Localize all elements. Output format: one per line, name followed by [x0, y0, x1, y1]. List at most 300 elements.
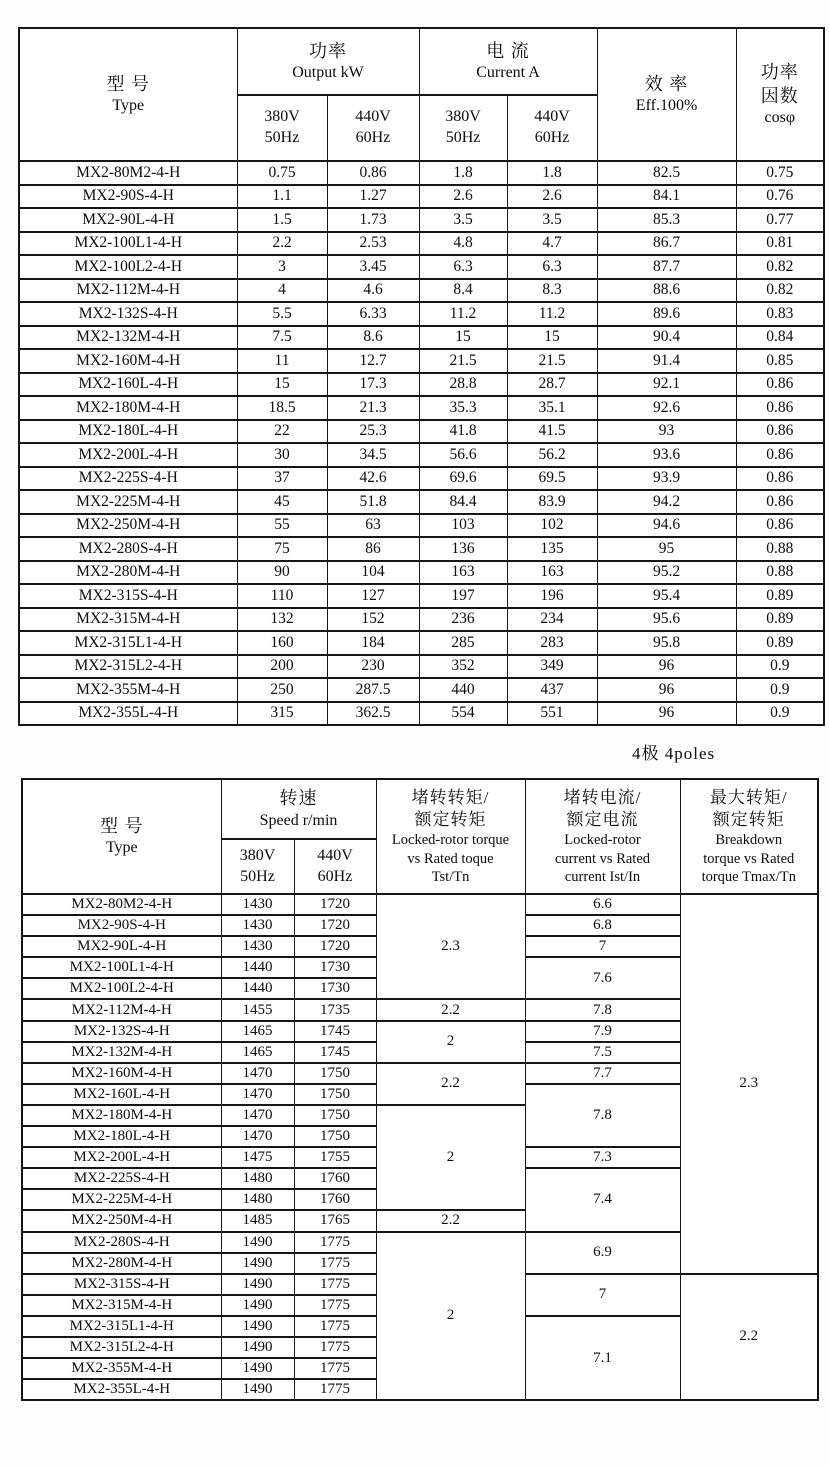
model-cell: MX2-180L-4-H — [19, 420, 237, 444]
power-label-zh: 功率 — [309, 40, 347, 61]
table-row — [19, 702, 824, 726]
value-cell: 1.1 — [237, 185, 327, 209]
value-cell: 230 — [327, 655, 419, 679]
speed-cell: 1480 — [221, 1168, 294, 1189]
value-cell: 84.1 — [597, 185, 736, 209]
value-cell: 2.53 — [327, 232, 419, 256]
speed-cell: 1775 — [294, 1274, 376, 1295]
value-cell: 8.4 — [419, 279, 507, 303]
ist-label-en2: current vs Rated — [555, 850, 651, 867]
model-cell: MX2-315S-4-H — [22, 1274, 221, 1295]
value-cell: 551 — [507, 702, 597, 726]
voltage-value: 440V — [317, 846, 353, 864]
value-cell: 135 — [507, 537, 597, 561]
table-row — [19, 349, 824, 373]
tmax-label-zh2: 额定转矩 — [712, 810, 785, 830]
value-cell: 92.6 — [597, 396, 736, 420]
tst-tn-cell: 2.3 — [376, 894, 525, 999]
value-cell: 102 — [507, 514, 597, 538]
value-cell: 94.6 — [597, 514, 736, 538]
value-cell: 15 — [419, 326, 507, 350]
model-cell: MX2-200L-4-H — [19, 443, 237, 467]
value-cell: 315 — [237, 702, 327, 726]
speed-cell: 1430 — [221, 936, 294, 957]
value-cell: 0.86 — [736, 514, 824, 538]
speed-cell: 1720 — [294, 894, 376, 915]
model-cell: MX2-100L2-4-H — [22, 978, 221, 999]
type-label-en: Type — [105, 839, 138, 857]
speed-cell: 1480 — [221, 1189, 294, 1210]
value-cell: 56.2 — [507, 443, 597, 467]
voltage-subheader-440v-power — [327, 95, 419, 161]
value-cell: 0.75 — [237, 161, 327, 185]
voltage-value: 380V — [239, 846, 276, 864]
value-cell: 41.5 — [507, 420, 597, 444]
value-cell: 51.8 — [327, 490, 419, 514]
model-cell: MX2-112M-4-H — [22, 999, 221, 1020]
value-cell: 25.3 — [327, 420, 419, 444]
table-row — [19, 561, 824, 585]
value-cell: 84.4 — [419, 490, 507, 514]
speed-cell: 1490 — [221, 1358, 294, 1379]
type-label-en: Type — [112, 97, 145, 115]
value-cell: 28.7 — [507, 373, 597, 397]
speed-label-en: Speed r/min — [259, 811, 338, 829]
model-cell: MX2-280S-4-H — [19, 537, 237, 561]
ist-in-cell: 7.8 — [525, 1084, 680, 1147]
table-row — [19, 655, 824, 679]
model-cell: MX2-315L1-4-H — [19, 631, 237, 655]
tmax-tn-cell: 2.2 — [680, 1274, 818, 1401]
table-row — [19, 537, 824, 561]
value-cell: 1.8 — [507, 161, 597, 185]
value-cell: 287.5 — [327, 678, 419, 702]
value-cell: 1.8 — [419, 161, 507, 185]
value-cell: 15 — [507, 326, 597, 350]
value-cell: 127 — [327, 584, 419, 608]
value-cell: 152 — [327, 608, 419, 632]
speed-cell: 1730 — [294, 978, 376, 999]
ist-in-header — [525, 779, 680, 894]
value-cell: 85.3 — [597, 208, 736, 232]
table-row — [19, 443, 824, 467]
value-cell: 93.9 — [597, 467, 736, 491]
efficiency-label-en: Eff.100% — [635, 97, 698, 115]
value-cell: 35.1 — [507, 396, 597, 420]
ist-label-en3: current Ist/In — [564, 868, 641, 885]
value-cell: 22 — [237, 420, 327, 444]
power-group-header — [237, 28, 419, 95]
speed-cell: 1475 — [221, 1147, 294, 1168]
value-cell: 200 — [237, 655, 327, 679]
table-row — [19, 255, 824, 279]
value-cell: 0.89 — [736, 584, 824, 608]
ist-in-cell: 6.9 — [525, 1232, 680, 1274]
speed-cell: 1760 — [294, 1168, 376, 1189]
speed-cell: 1775 — [294, 1316, 376, 1337]
value-cell: 75 — [237, 537, 327, 561]
ist-in-cell: 7.8 — [525, 999, 680, 1020]
value-cell: 136 — [419, 537, 507, 561]
model-cell: MX2-200L-4-H — [22, 1147, 221, 1168]
current-group-header — [419, 28, 597, 95]
model-cell: MX2-160L-4-H — [19, 373, 237, 397]
value-cell: 90.4 — [597, 326, 736, 350]
value-cell: 94.2 — [597, 490, 736, 514]
value-cell: 4.6 — [327, 279, 419, 303]
value-cell: 15 — [237, 373, 327, 397]
frequency-value: 60Hz — [534, 129, 570, 146]
value-cell: 17.3 — [327, 373, 419, 397]
model-cell: MX2-225S-4-H — [22, 1168, 221, 1189]
value-cell: 0.85 — [736, 349, 824, 373]
speed-cell: 1765 — [294, 1210, 376, 1231]
value-cell: 93 — [597, 420, 736, 444]
model-cell: MX2-160L-4-H — [22, 1084, 221, 1105]
ist-in-cell: 7.3 — [525, 1147, 680, 1168]
table-row — [19, 185, 824, 209]
tst-label-en2: vs Rated toque — [407, 850, 494, 867]
value-cell: 0.9 — [736, 655, 824, 679]
speed-cell: 1490 — [221, 1295, 294, 1316]
speed-label-zh: 转速 — [279, 788, 318, 809]
tst-label-zh2: 额定转矩 — [414, 810, 487, 830]
document-page — [0, 27, 830, 1401]
value-cell: 196 — [507, 584, 597, 608]
type-column-header — [22, 779, 221, 894]
output-current-table-body — [19, 161, 824, 725]
ist-label-en1: Locked-rotor — [564, 832, 641, 849]
value-cell: 93.6 — [597, 443, 736, 467]
power-factor-label-en: cosφ — [764, 109, 796, 127]
ist-in-cell: 7.1 — [525, 1316, 680, 1400]
speed-cell: 1490 — [221, 1337, 294, 1358]
model-cell: MX2-160M-4-H — [19, 349, 237, 373]
model-cell: MX2-315L1-4-H — [22, 1316, 221, 1337]
frequency-value: 50Hz — [264, 129, 300, 146]
tst-tn-cell: 2.2 — [376, 1063, 525, 1105]
table-row — [19, 420, 824, 444]
value-cell: 6.3 — [419, 255, 507, 279]
value-cell: 236 — [419, 608, 507, 632]
speed-cell: 1470 — [221, 1105, 294, 1126]
value-cell: 184 — [327, 631, 419, 655]
speed-cell: 1490 — [221, 1232, 294, 1253]
value-cell: 163 — [507, 561, 597, 585]
model-cell: MX2-90S-4-H — [22, 915, 221, 936]
value-cell: 0.86 — [736, 373, 824, 397]
voltage-value: 380V — [264, 108, 300, 126]
value-cell: 285 — [419, 631, 507, 655]
model-cell: MX2-315S-4-H — [19, 584, 237, 608]
value-cell: 42.6 — [327, 467, 419, 491]
voltage-subheader-380v-speed — [221, 839, 294, 894]
value-cell: 6.33 — [327, 302, 419, 326]
current-label-en: Current A — [476, 64, 540, 82]
value-cell: 96 — [597, 655, 736, 679]
value-cell: 83.9 — [507, 490, 597, 514]
model-cell: MX2-180M-4-H — [19, 396, 237, 420]
voltage-subheader-440v-speed — [294, 839, 376, 894]
value-cell: 55 — [237, 514, 327, 538]
table-row — [19, 302, 824, 326]
value-cell: 37 — [237, 467, 327, 491]
value-cell: 0.86 — [327, 161, 419, 185]
value-cell: 0.82 — [736, 279, 824, 303]
value-cell: 3 — [237, 255, 327, 279]
value-cell: 234 — [507, 608, 597, 632]
power-factor-label-zh2: 因数 — [760, 86, 799, 107]
ist-in-cell: 6.8 — [525, 915, 680, 936]
ist-in-cell: 7.7 — [525, 1063, 680, 1084]
table-row — [19, 373, 824, 397]
value-cell: 8.3 — [507, 279, 597, 303]
poles-note: 4极 4poles — [632, 744, 716, 763]
table-row — [19, 279, 824, 303]
table-row — [19, 161, 824, 185]
power-label-en: Output kW — [292, 64, 364, 82]
tst-tn-cell: 2.2 — [376, 1210, 525, 1231]
speed-cell: 1490 — [221, 1379, 294, 1400]
power-factor-header — [736, 28, 824, 161]
model-cell: MX2-280S-4-H — [22, 1232, 221, 1253]
ist-in-cell: 7 — [525, 936, 680, 957]
value-cell: 87.7 — [597, 255, 736, 279]
value-cell: 554 — [419, 702, 507, 726]
value-cell: 163 — [419, 561, 507, 585]
model-cell: MX2-100L1-4-H — [19, 232, 237, 256]
value-cell: 82.5 — [597, 161, 736, 185]
value-cell: 104 — [327, 561, 419, 585]
value-cell: 0.9 — [736, 702, 824, 726]
value-cell: 11 — [237, 349, 327, 373]
value-cell: 103 — [419, 514, 507, 538]
speed-cell: 1720 — [294, 936, 376, 957]
table-row — [19, 326, 824, 350]
model-cell: MX2-180L-4-H — [22, 1126, 221, 1147]
tst-label-en1: Locked-rotor torque — [391, 832, 510, 849]
speed-cell: 1745 — [294, 1021, 376, 1042]
value-cell: 95.6 — [597, 608, 736, 632]
value-cell: 437 — [507, 678, 597, 702]
value-cell: 110 — [237, 584, 327, 608]
value-cell: 0.86 — [736, 490, 824, 514]
efficiency-header — [597, 28, 736, 161]
model-cell: MX2-355M-4-H — [22, 1358, 221, 1379]
value-cell: 0.86 — [736, 396, 824, 420]
speed-cell: 1750 — [294, 1105, 376, 1126]
tmax-label-en3: torque Tmax/Tn — [701, 868, 796, 885]
ist-in-cell: 7 — [525, 1274, 680, 1316]
value-cell: 45 — [237, 490, 327, 514]
value-cell: 8.6 — [327, 326, 419, 350]
table-row — [19, 631, 824, 655]
speed-cell: 1730 — [294, 957, 376, 978]
model-cell: MX2-90L-4-H — [19, 208, 237, 232]
frequency-value: 60Hz — [355, 129, 391, 146]
speed-cell: 1775 — [294, 1358, 376, 1379]
value-cell: 69.5 — [507, 467, 597, 491]
type-column-header — [19, 28, 237, 161]
model-cell: MX2-132S-4-H — [19, 302, 237, 326]
speed-cell: 1490 — [221, 1316, 294, 1337]
value-cell: 89.6 — [597, 302, 736, 326]
speed-cell: 1775 — [294, 1253, 376, 1274]
value-cell: 0.89 — [736, 631, 824, 655]
value-cell: 0.82 — [736, 255, 824, 279]
model-cell: MX2-180M-4-H — [22, 1105, 221, 1126]
model-cell: MX2-355L-4-H — [22, 1379, 221, 1400]
value-cell: 56.6 — [419, 443, 507, 467]
table-row — [19, 396, 824, 420]
speed-cell: 1720 — [294, 915, 376, 936]
type-label-zh: 型 号 — [106, 73, 150, 94]
voltage-subheader-380v-current — [419, 95, 507, 161]
value-cell: 160 — [237, 631, 327, 655]
value-cell: 283 — [507, 631, 597, 655]
speed-cell: 1775 — [294, 1295, 376, 1316]
tst-tn-cell: 2 — [376, 1232, 525, 1401]
model-cell: MX2-315M-4-H — [19, 608, 237, 632]
table-row — [22, 894, 818, 915]
tst-tn-cell: 2 — [376, 1105, 525, 1210]
speed-cell: 1750 — [294, 1126, 376, 1147]
value-cell: 96 — [597, 678, 736, 702]
speed-cell: 1470 — [221, 1084, 294, 1105]
output-current-table — [18, 27, 825, 726]
value-cell: 352 — [419, 655, 507, 679]
speed-cell: 1440 — [221, 957, 294, 978]
speed-cell: 1745 — [294, 1042, 376, 1063]
voltage-subheader-440v-current — [507, 95, 597, 161]
voltage-value: 440V — [355, 108, 391, 126]
tmax-label-en2: torque vs Rated — [703, 850, 795, 867]
value-cell: 2.6 — [419, 185, 507, 209]
table-row — [19, 208, 824, 232]
table-row — [19, 467, 824, 491]
value-cell: 63 — [327, 514, 419, 538]
model-cell: MX2-355M-4-H — [19, 678, 237, 702]
voltage-value: 440V — [534, 108, 570, 126]
value-cell: 0.83 — [736, 302, 824, 326]
value-cell: 1.5 — [237, 208, 327, 232]
model-cell: MX2-160M-4-H — [22, 1063, 221, 1084]
value-cell: 90 — [237, 561, 327, 585]
value-cell: 3.5 — [419, 208, 507, 232]
current-label-zh: 电 流 — [486, 40, 530, 61]
tmax-tn-cell: 2.3 — [680, 894, 818, 1274]
value-cell: 0.88 — [736, 537, 824, 561]
value-cell: 0.76 — [736, 185, 824, 209]
power-factor-label-zh1: 功率 — [760, 61, 799, 82]
table-row — [19, 608, 824, 632]
value-cell: 1.73 — [327, 208, 419, 232]
speed-cell: 1775 — [294, 1379, 376, 1400]
value-cell: 0.75 — [736, 161, 824, 185]
value-cell: 69.6 — [419, 467, 507, 491]
ist-in-cell: 7.5 — [525, 1042, 680, 1063]
value-cell: 349 — [507, 655, 597, 679]
table-row — [19, 514, 824, 538]
frequency-value: 60Hz — [317, 867, 353, 885]
value-cell: 0.88 — [736, 561, 824, 585]
value-cell: 0.86 — [736, 443, 824, 467]
value-cell: 362.5 — [327, 702, 419, 726]
value-cell: 95 — [597, 537, 736, 561]
value-cell: 21.5 — [507, 349, 597, 373]
group-header-row — [19, 28, 824, 95]
value-cell: 12.7 — [327, 349, 419, 373]
value-cell: 7.5 — [237, 326, 327, 350]
value-cell: 0.84 — [736, 326, 824, 350]
ist-in-cell: 7.9 — [525, 1021, 680, 1042]
speed-cell: 1465 — [221, 1042, 294, 1063]
value-cell: 2.2 — [237, 232, 327, 256]
speed-cell: 1485 — [221, 1210, 294, 1231]
tmax-tn-header — [680, 779, 818, 894]
model-cell: MX2-132M-4-H — [22, 1042, 221, 1063]
table-row — [19, 232, 824, 256]
value-cell: 35.3 — [419, 396, 507, 420]
value-cell: 96 — [597, 702, 736, 726]
value-cell: 95.8 — [597, 631, 736, 655]
ist-in-cell: 6.6 — [525, 894, 680, 915]
speed-cell: 1470 — [221, 1063, 294, 1084]
value-cell: 132 — [237, 608, 327, 632]
speed-cell: 1760 — [294, 1189, 376, 1210]
table-row — [19, 584, 824, 608]
speed-cell: 1775 — [294, 1337, 376, 1358]
value-cell: 28.8 — [419, 373, 507, 397]
value-cell: 250 — [237, 678, 327, 702]
model-cell: MX2-80M2-4-H — [22, 894, 221, 915]
model-cell: MX2-225M-4-H — [19, 490, 237, 514]
speed-cell: 1490 — [221, 1253, 294, 1274]
tst-tn-cell: 2 — [376, 1021, 525, 1063]
tmax-label-en1: Breakdown — [715, 832, 783, 849]
speed-cell: 1755 — [294, 1147, 376, 1168]
model-cell: MX2-280M-4-H — [22, 1253, 221, 1274]
speed-cell: 1430 — [221, 894, 294, 915]
model-cell: MX2-355L-4-H — [19, 702, 237, 726]
speed-cell: 1750 — [294, 1063, 376, 1084]
ist-label-zh1: 堵转电流/ — [563, 788, 642, 808]
value-cell: 91.4 — [597, 349, 736, 373]
value-cell: 86 — [327, 537, 419, 561]
value-cell: 95.2 — [597, 561, 736, 585]
model-cell: MX2-90S-4-H — [19, 185, 237, 209]
value-cell: 440 — [419, 678, 507, 702]
value-cell: 0.86 — [736, 467, 824, 491]
speed-cell: 1430 — [221, 915, 294, 936]
tst-tn-header — [376, 779, 525, 894]
speed-cell: 1440 — [221, 978, 294, 999]
efficiency-label-zh: 效 率 — [644, 73, 689, 94]
value-cell: 21.3 — [327, 396, 419, 420]
value-cell: 0.86 — [736, 420, 824, 444]
value-cell: 18.5 — [237, 396, 327, 420]
speed-cell: 1465 — [221, 1021, 294, 1042]
value-cell: 5.5 — [237, 302, 327, 326]
tst-label-zh1: 堵转转矩/ — [411, 788, 490, 808]
group-header-row — [22, 779, 818, 839]
value-cell: 4.8 — [419, 232, 507, 256]
value-cell: 0.9 — [736, 678, 824, 702]
speed-cell: 1470 — [221, 1126, 294, 1147]
speed-cell: 1750 — [294, 1084, 376, 1105]
model-cell: MX2-250M-4-H — [22, 1210, 221, 1231]
model-cell: MX2-225S-4-H — [19, 467, 237, 491]
